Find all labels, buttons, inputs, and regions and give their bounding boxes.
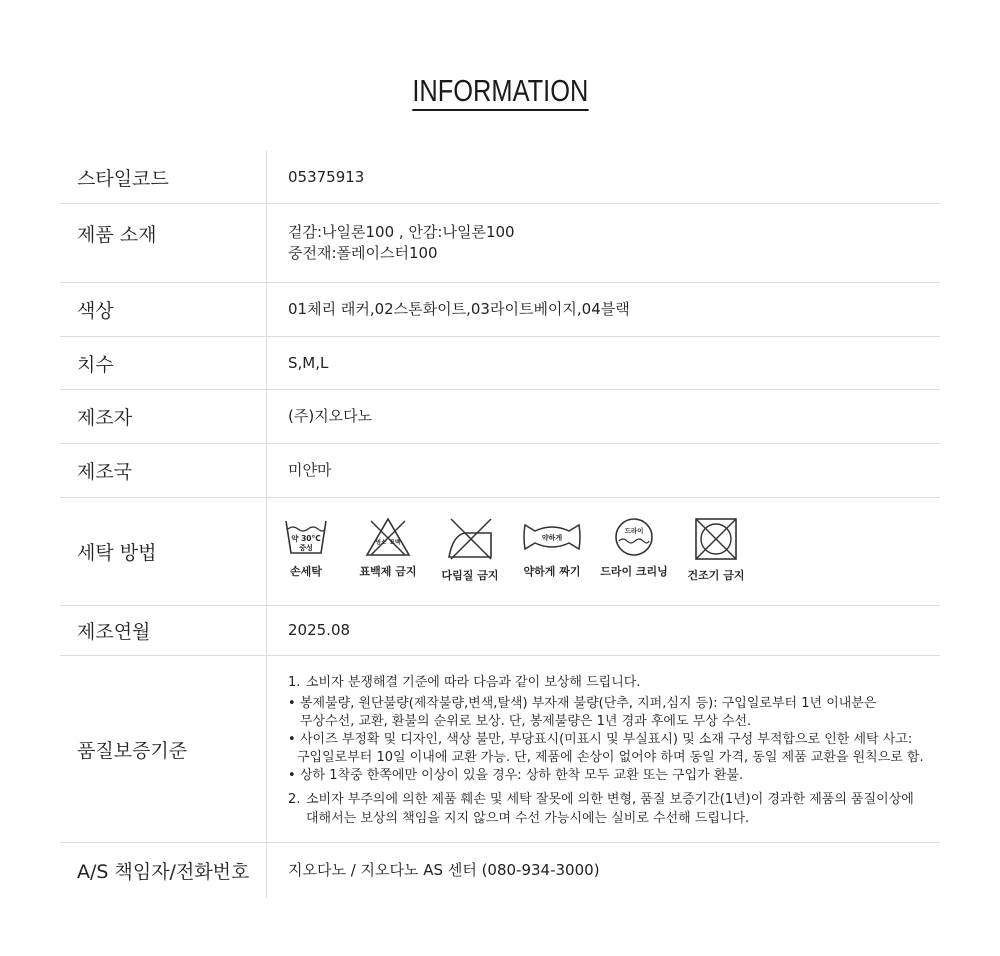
date-value: 2025.08 (288, 621, 351, 639)
no-tumble-dry-label: 건조기 금지 (687, 569, 745, 582)
hand-wash-icon (284, 517, 328, 557)
washing-icons (265, 517, 940, 586)
country-value: 미얀마 (288, 461, 332, 479)
washing-value (267, 498, 940, 605)
no-tumble-dry-icon (694, 517, 738, 561)
title-wrap (0, 74, 1000, 111)
bullet: • (288, 732, 296, 747)
item-text: 소비자 분쟁해결 기준에 따라 다음과 같이 보상해 드립니다. (306, 675, 641, 690)
row-label: 제조국 (60, 444, 267, 497)
row-country (60, 444, 940, 498)
no-tumble-dry-item (675, 517, 757, 586)
row-color (60, 283, 940, 337)
svg-text:드라이: 드라이 (624, 527, 644, 535)
row-material (60, 204, 940, 283)
bullet-text: 봉제불량, 원단불량(제작불량,변색,탈색) 부자재 불량(단추, 지퍼,심지 등): 구입일로부터 1년 이내분은 (300, 696, 877, 711)
bullet-text: 상하 1착중 한쪽에만 이상이 있을 경우: 상하 한착 모두 교환 또는 구입가 환불. (300, 768, 744, 783)
bullet-text: 사이즈 부정확 및 디자인, 색상 불만, 부당표시(미표시 및 부실표시) 및 소재 구성 부적합으로 인한 세탁 사고: (300, 732, 913, 747)
row-as (60, 843, 940, 898)
style-code-value: 05375913 (288, 167, 365, 186)
row-quality (60, 656, 940, 843)
quality-bullet-1 (288, 695, 940, 713)
row-label: 스타일코드 (60, 151, 267, 203)
gentle-wring-label: 약하게 짜기 (523, 565, 581, 578)
row-label: 색상 (60, 283, 267, 336)
bullet: • (288, 768, 296, 783)
hand-wash-item (265, 517, 347, 582)
quality-bullet-2-cont: 구입일로부터 10일 이내에 교환 가능. 단, 제품에 손상이 없어야 하며 동일 가격, 동일 제품 교환을 원칙으로 함. (297, 750, 924, 765)
row-label: 제품 소재 (60, 204, 267, 282)
quality-bullet-2 (288, 731, 940, 749)
dry-clean-label: 드라이 크리닝 (600, 565, 668, 578)
row-label: 치수 (60, 337, 267, 389)
material-line-1: 겉감:나일론100 , 안감:나일론100 (288, 223, 515, 241)
item-text: 소비자 부주의에 의한 제품 훼손 및 세탁 잘못에 의한 변형, 품질 보증기간(1년)이 경과한 제품의 품질이상에 (306, 792, 914, 807)
material-line-2: 중전재:폴레이스터100 (288, 244, 438, 262)
quality-value (267, 656, 940, 842)
dry-clean-item (593, 517, 675, 582)
gentle-wring-icon (521, 517, 583, 557)
no-iron-icon (445, 517, 495, 561)
quality-bullet-1-cont: 무상수선, 교환, 환불의 순위로 보상. 단, 봉제불량은 1년 경과 후에도 무상 수선. (300, 714, 752, 729)
row-label: 제조자 (60, 390, 267, 443)
row-manufacturer (60, 390, 940, 444)
row-date (60, 606, 940, 656)
no-iron-item (429, 517, 511, 586)
no-iron-label: 다림질 금지 (441, 569, 499, 582)
svg-text:약하게: 약하게 (541, 534, 563, 542)
no-bleach-item (347, 517, 429, 582)
quality-item-2 (288, 790, 940, 809)
row-label: 제조연월 (60, 606, 267, 655)
bullet: • (288, 696, 296, 711)
page-title: INFORMATION (412, 74, 588, 111)
quality-item-2-cont: 대해서는 보상의 책임을 지지 않으며 수선 가능시에는 실비로 수선해 드립니다. (306, 811, 750, 826)
svg-text:염소: 염소 (375, 540, 387, 546)
no-bleach-label: 표백제 금지 (359, 565, 417, 578)
row-label: A/S 책임자/전화번호 (60, 843, 267, 898)
quality-bullet-3 (288, 767, 940, 785)
row-size (60, 337, 940, 390)
as-value: 지오다노 / 지오다노 AS 센터 (080-934-3000) (288, 861, 600, 879)
quality-item-1 (288, 673, 940, 692)
manufacturer-value: (주)지오다노 (288, 407, 373, 425)
material-value (267, 204, 940, 282)
hand-wash-label: 손세탁 (290, 565, 322, 578)
item-number: 1. (288, 675, 301, 690)
svg-text:표백: 표백 (389, 540, 401, 546)
dry-clean-icon (612, 517, 656, 557)
svg-text:중성: 중성 (299, 544, 313, 552)
gentle-wring-item (511, 517, 593, 582)
svg-text:약 30°C: 약 30°C (291, 534, 321, 543)
info-table (60, 151, 940, 898)
row-style-code (60, 151, 940, 204)
row-label: 세탁 방법 (60, 498, 267, 605)
no-bleach-icon (365, 517, 411, 557)
color-value: 01체리 래커,02스톤화이트,03라이트베이지,04블랙 (288, 300, 630, 318)
row-label: 품질보증기준 (60, 656, 267, 842)
size-value: S,M,L (288, 353, 329, 372)
item-number: 2. (288, 792, 301, 807)
row-washing (60, 498, 940, 606)
